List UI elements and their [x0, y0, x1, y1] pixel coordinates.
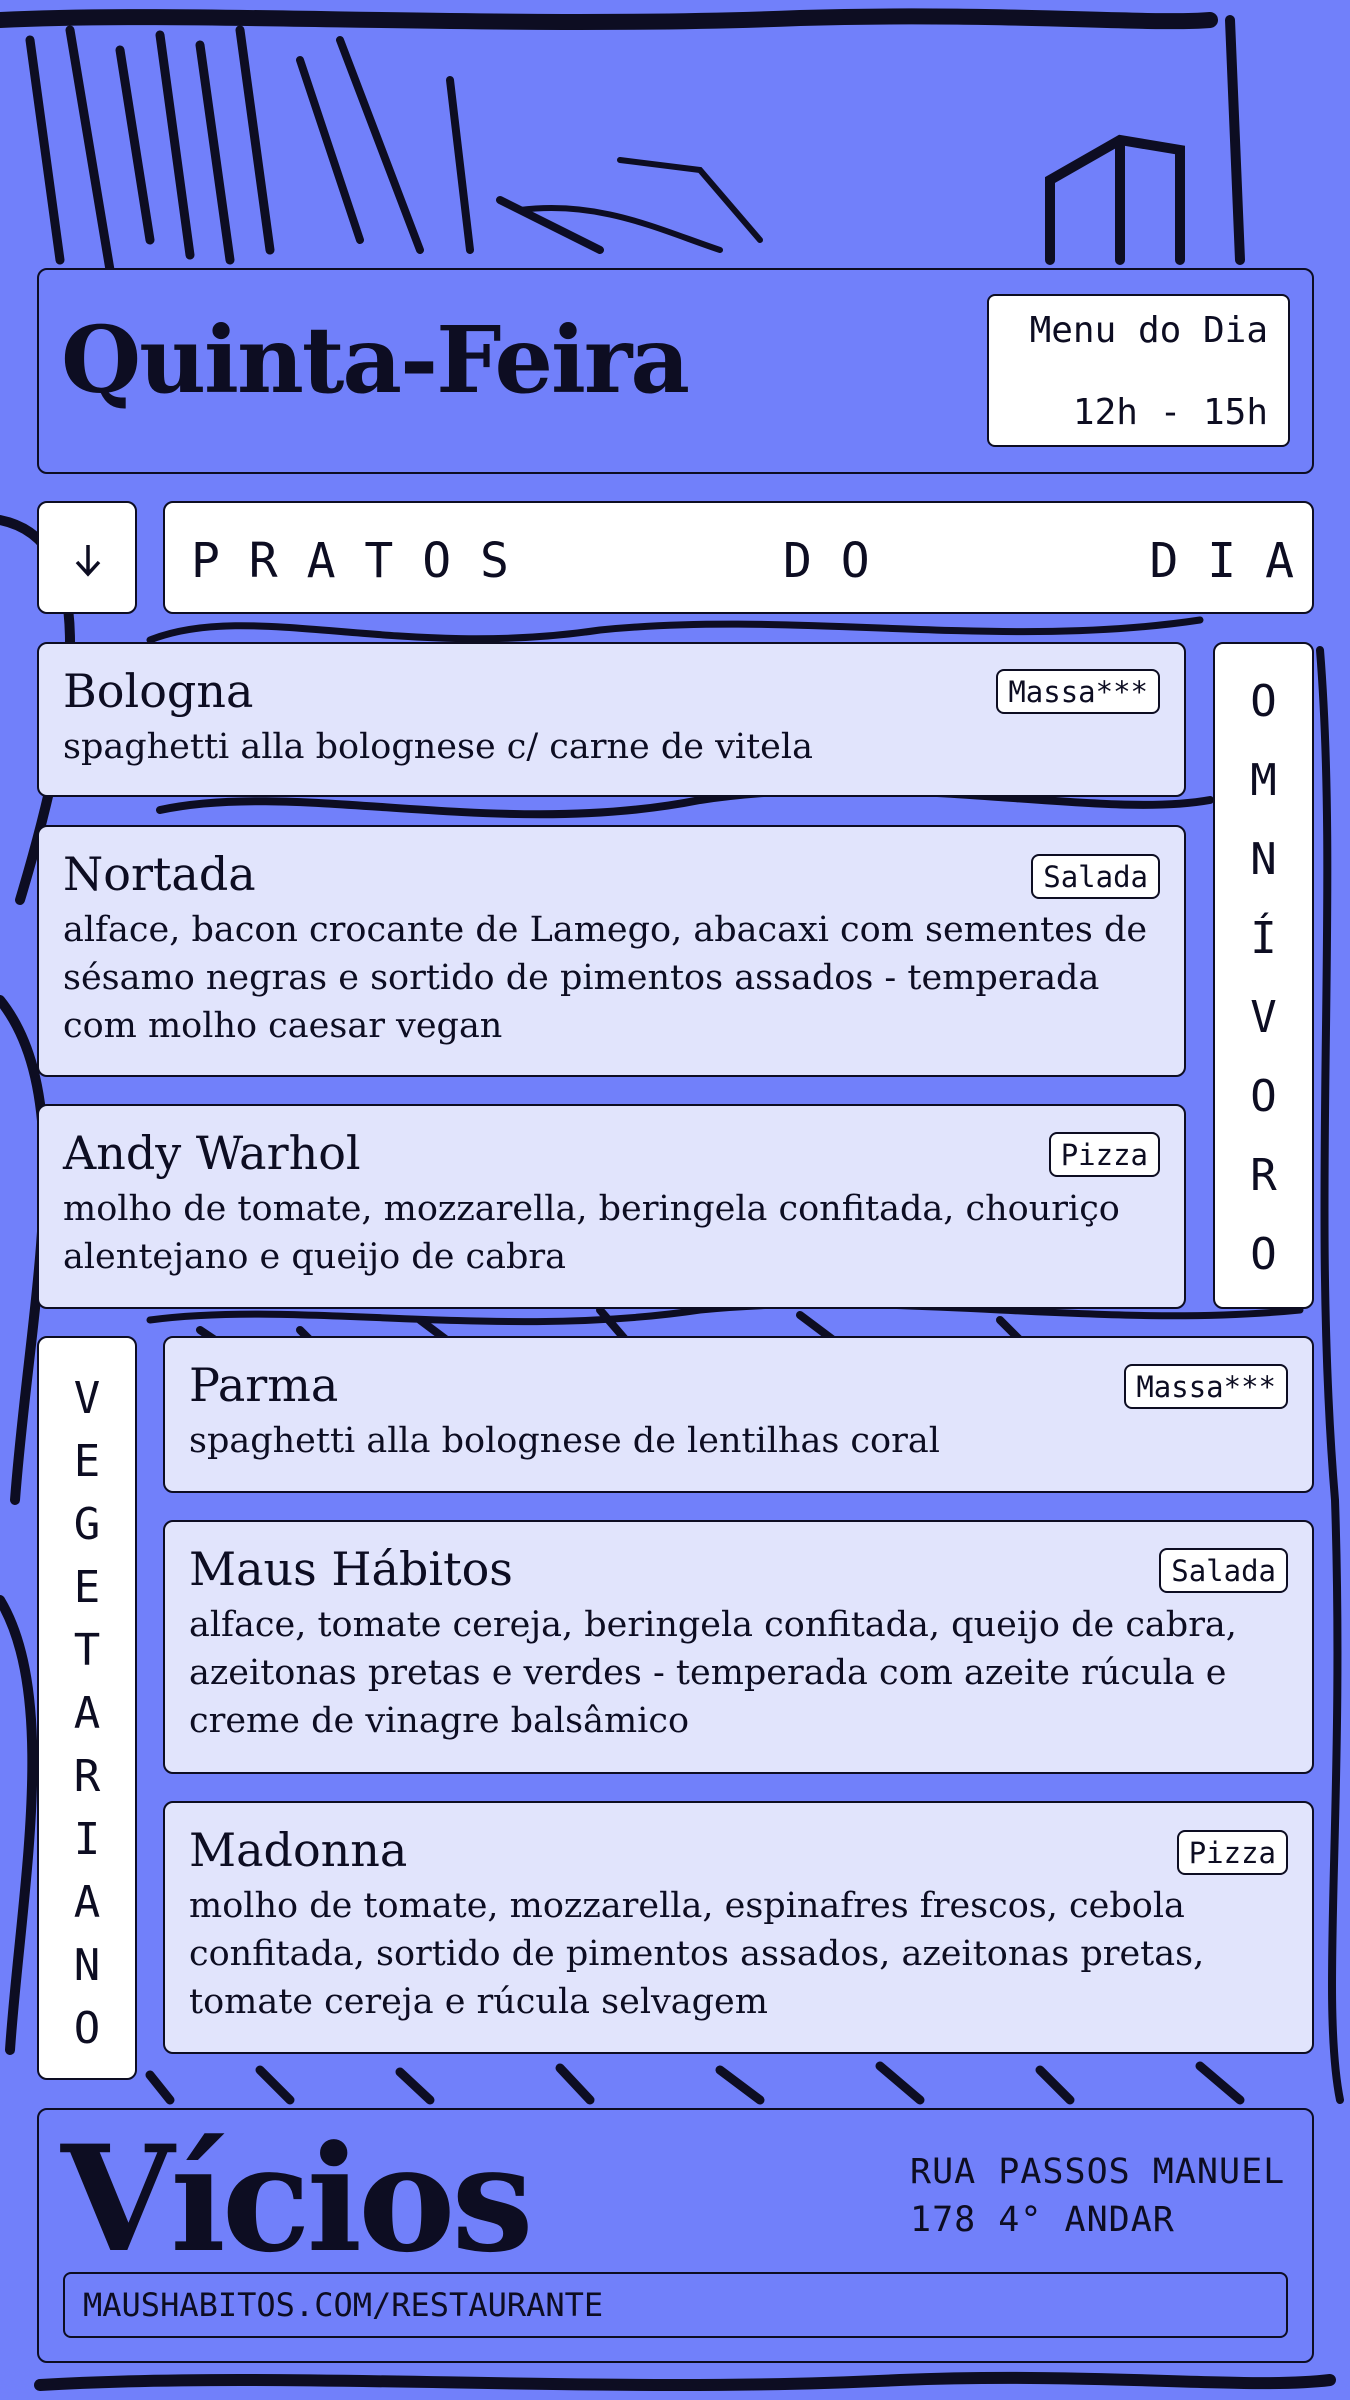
- dish-card[interactable]: [37, 1104, 1186, 1309]
- omnivoro-letter: M: [1250, 755, 1277, 806]
- omnivoro-label: [1213, 642, 1314, 1309]
- menu-label: Menu do Dia: [1029, 310, 1268, 351]
- vegetariano-label: [37, 1336, 137, 2080]
- dish-card[interactable]: [163, 1801, 1314, 2054]
- dish-description: molho de tomate, mozzarella, espinafres frescos, cebola confitada, sortido de pimentos assados, azeitonas pretas, tomate cereja e rúcula selvagem: [189, 1886, 1205, 2022]
- vegetariano-letter: O: [73, 2003, 101, 2054]
- dish-card[interactable]: [163, 1336, 1314, 1493]
- dish-description: spaghetti alla bolognese de lentilhas coral: [189, 1421, 940, 1461]
- vegetariano-letter: I: [73, 1814, 101, 1865]
- omnivoro-letter: O: [1250, 1229, 1277, 1280]
- dish-name: Andy Warhol: [63, 1126, 361, 1180]
- dish-tag: Pizza: [1177, 1830, 1288, 1875]
- address: [910, 2148, 1290, 2244]
- vegetariano-letter: A: [73, 1877, 101, 1928]
- vegetariano-letter: E: [73, 1436, 101, 1487]
- arrow-down-icon: [73, 543, 103, 577]
- dish-tag: Massa***: [1124, 1364, 1288, 1409]
- dish-name: Maus Hábitos: [189, 1542, 513, 1596]
- dish-name: Parma: [189, 1358, 339, 1412]
- dish-name: Madonna: [189, 1823, 408, 1877]
- dish-description: spaghetti alla bolognese c/ carne de vitela: [63, 727, 813, 767]
- dish-name: Nortada: [63, 847, 256, 901]
- omnivoro-letter: R: [1250, 1150, 1277, 1201]
- dish-description: alface, tomate cereja, beringela confitada, queijo de cabra, azeitonas pretas e verdes - temperada com azeite rúcula e creme de vinagre balsâmico: [189, 1605, 1237, 1741]
- menu-hours: 12h - 15h: [1072, 392, 1268, 433]
- dish-card[interactable]: [37, 825, 1186, 1077]
- website-url: MAUSHABITOS.COM/RESTAURANTE: [83, 2286, 604, 2324]
- omnivoro-letter: N: [1250, 834, 1277, 885]
- section-word: D O: [783, 533, 870, 589]
- dish-card[interactable]: [163, 1520, 1314, 1774]
- header-panel: [37, 268, 1314, 474]
- vegetariano-letter: A: [73, 1688, 101, 1739]
- footer-panel: [37, 2108, 1314, 2363]
- address-line: RUA PASSOS MANUEL: [910, 2152, 1286, 2192]
- vegetariano-letter: V: [73, 1373, 101, 1424]
- dish-description: alface, bacon crocante de Lamego, abacaxi com sementes de sésamo negras e sortido de pimentos assados - temperada com molho caesar vegan: [63, 910, 1148, 1046]
- vegetariano-letter: N: [73, 1940, 101, 1991]
- vegetariano-letter: E: [73, 1562, 101, 1613]
- website-link[interactable]: [63, 2272, 1288, 2338]
- dish-tag: Massa***: [996, 669, 1160, 714]
- dish-tag: Salada: [1159, 1548, 1288, 1593]
- address-line: 178 4° ANDAR: [910, 2200, 1175, 2240]
- dish-tag: Salada: [1031, 854, 1160, 899]
- dish-tag: Pizza: [1049, 1132, 1160, 1177]
- scroll-down-button[interactable]: [37, 501, 137, 614]
- section-heading: [163, 501, 1314, 614]
- omnivoro-letter: V: [1250, 992, 1277, 1043]
- brand-logo: Vícios: [61, 2114, 530, 2285]
- dish-description: molho de tomate, mozzarella, beringela confitada, chouriço alentejano e queijo de cabra: [63, 1189, 1120, 1277]
- vegetariano-letter: R: [73, 1751, 101, 1802]
- omnivoro-letter: O: [1250, 676, 1277, 727]
- dish-name: Bologna: [63, 664, 254, 718]
- vegetariano-letter: T: [73, 1625, 101, 1676]
- section-word: P R A T O S: [191, 533, 509, 589]
- omnivoro-letter: Í: [1250, 913, 1277, 964]
- dish-card[interactable]: [37, 642, 1186, 797]
- section-word: D I A: [1149, 533, 1294, 589]
- day-title: Quinta-Feira: [61, 306, 689, 414]
- menu-badge: [987, 294, 1290, 447]
- omnivoro-letter: O: [1250, 1071, 1277, 1122]
- vegetariano-letter: G: [73, 1499, 101, 1550]
